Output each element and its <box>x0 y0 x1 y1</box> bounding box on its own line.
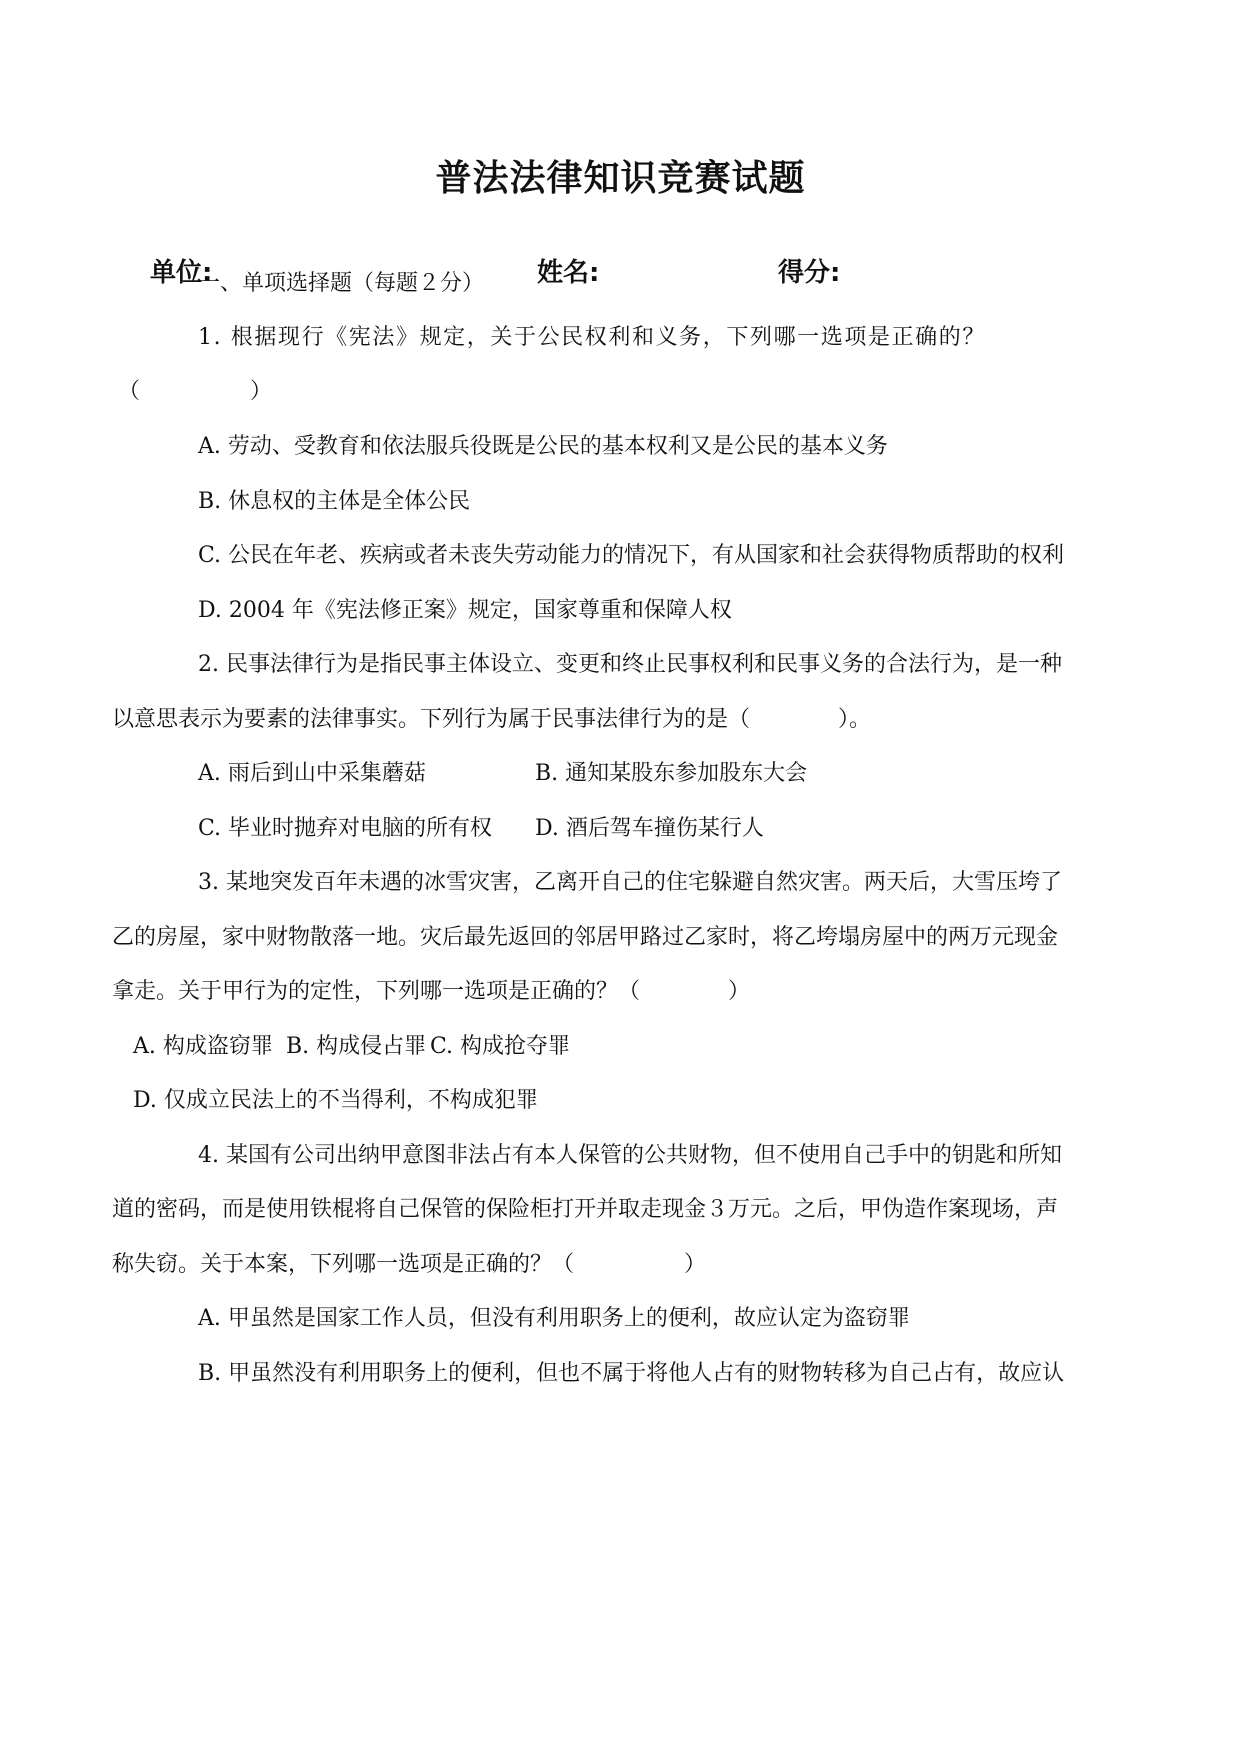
q3-option-c: C. 构成抢夺罪 <box>430 1034 571 1059</box>
score-label: 得分: <box>778 258 841 288</box>
q1-option-c: C. 公民在年老、疾病或者未丧失劳动能力的情况下，有从国家和社会获得物质帮助的权利 <box>198 543 1065 568</box>
q3-option-b: B. 构成侵占罪 <box>286 1034 427 1059</box>
q2-option-b: B. 通知某股东参加股东大会 <box>535 761 808 786</box>
q4-stem-line1: 4. 某国有公司出纳甲意图非法占有本人保管的公共财物，但不使用自己手中的钥匙和所知 <box>198 1143 1062 1168</box>
q1-option-b: B. 休息权的主体是全体公民 <box>198 489 471 514</box>
q2-option-a: A. 雨后到山中采集蘑菇 <box>198 761 426 786</box>
q4-stem-line3: 称失窃。关于本案，下列哪一选项是正确的？（ ） <box>112 1252 707 1277</box>
q3-option-d: D. 仅成立民法上的不当得利，不构成犯罪 <box>133 1088 538 1113</box>
q2-stem-line2: 以意思表示为要素的法律事实。下列行为属于民事法律行为的是（ ）。 <box>112 707 872 732</box>
q2-stem-line1: 2. 民事法律行为是指民事主体设立、变更和终止民事权利和民事义务的合法行为，是一种 <box>198 652 1062 677</box>
q1-stem-line2: （ ） <box>118 379 273 404</box>
q3-stem-line1: 3. 某地突发百年未遇的冰雪灾害，乙离开自己的住宅躲避自然灾害。两天后，大雪压垮了 <box>198 870 1062 895</box>
document-title: 普法法律知识竞赛试题 <box>435 158 806 199</box>
q4-option-b: B. 甲虽然没有利用职务上的便利，但也不属于将他人占有的财物转移为自己占有，故应认 <box>198 1361 1065 1386</box>
q4-stem-line2: 道的密码，而是使用铁棍将自己保管的保险柜打开并取走现金３万元。之后，甲伪造作案现场，声 <box>112 1197 1059 1222</box>
q2-option-c: C. 毕业时抛弃对电脑的所有权 <box>198 816 493 841</box>
q1-stem-line1: 1. 根据现行《宪法》规定，关于公民权利和义务，下列哪一选项是正确的？ <box>198 325 986 350</box>
q3-option-a: A. 构成盗窃罪 <box>133 1034 273 1059</box>
section-heading: 一、单项选择题（每题２分） <box>198 271 485 296</box>
q3-stem-line2: 乙的房屋，家中财物散落一地。灾后最先返回的邻居甲路过乙家时，将乙垮塌房屋中的两万元现金 <box>112 925 1059 950</box>
q3-stem-line3: 拿走。关于甲行为的定性，下列哪一选项是正确的？（ ） <box>112 979 751 1004</box>
q1-option-d: D. 2004 年《宪法修正案》规定，国家尊重和保障人权 <box>198 598 732 623</box>
unit-label: 单位: <box>150 258 213 288</box>
q1-option-a: A. 劳动、受教育和依法服兵役既是公民的基本权利又是公民的基本义务 <box>198 434 888 459</box>
q4-option-a: A. 甲虽然是国家工作人员，但没有利用职务上的便利，故应认定为盗窃罪 <box>198 1306 910 1331</box>
name-label: 姓名: <box>537 258 600 288</box>
q2-option-d: D. 酒后驾车撞伤某行人 <box>535 816 764 841</box>
